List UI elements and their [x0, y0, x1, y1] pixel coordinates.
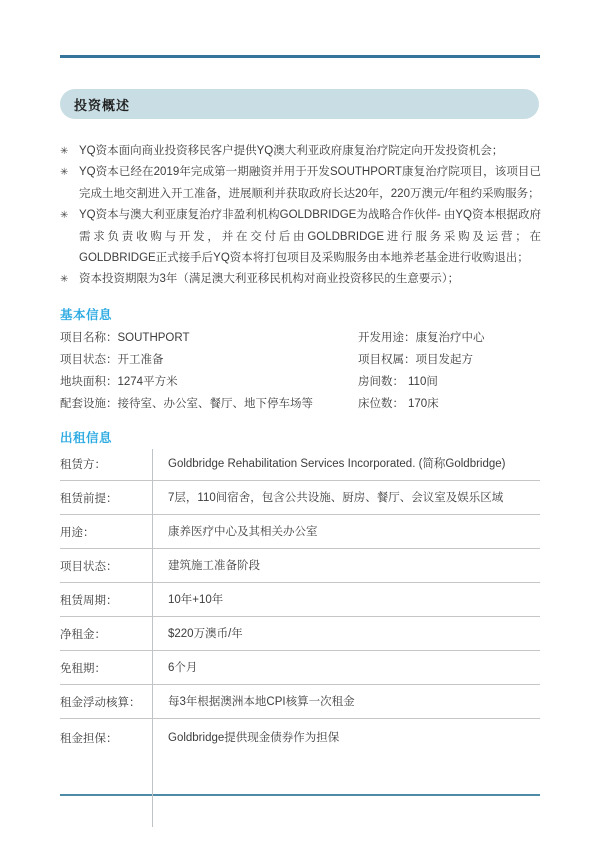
section-title-basic-info: 基本信息: [60, 308, 113, 322]
overview-title: 投资概述: [74, 97, 131, 113]
info-item: [60, 371, 350, 393]
table-row: [60, 583, 540, 617]
table-row-label: 项目状态：: [60, 560, 118, 573]
asterisk-bullet-icon: ✳: [60, 210, 69, 222]
table-row: [60, 549, 540, 583]
table-row: [60, 481, 540, 515]
table-row-value: 康养医疗中心及其相关办公室: [168, 525, 318, 538]
bullet-text: YQ资本已经在2019年完成第一期融资并用于开发SOUTHPORT康复治疗院项目，该项目已完成土地交割进入开工准备，进展顺利并获取政府长达20年，220万澳元/年租约采购服务；: [79, 166, 541, 200]
asterisk-bullet-icon: ✳: [60, 274, 69, 286]
info-value: 110间: [408, 376, 438, 388]
bullet-text: YQ资本面向商业投资移民客户提供YQ澳大利亚政府康复治疗院定向开发投资机会；: [79, 145, 504, 157]
table-row-value: Goldbridge Rehabilitation Services Incorporated. (简称Goldbridge): [168, 457, 506, 470]
info-label: 床位数：: [358, 398, 404, 410]
basic-info-left-column: [60, 327, 350, 415]
table-column-divider: [152, 449, 153, 827]
table-row-value: Goldbridge提供现金债券作为担保: [168, 732, 340, 744]
basic-info-right-column: [358, 327, 540, 415]
info-label: 项目状态：: [60, 354, 118, 366]
info-item: [358, 371, 540, 393]
table-row: [60, 617, 540, 651]
info-value: 项目发起方: [415, 354, 473, 366]
info-value: 康复治疗中心: [415, 332, 485, 344]
basic-info-grid: [60, 327, 540, 419]
table-row-value: 每3年根据澳洲本地CPI核算一次租金: [168, 695, 355, 708]
table-row-label: 租金浮动核算：: [60, 696, 141, 709]
info-item: [358, 327, 540, 349]
info-label: 开发用途：: [358, 332, 416, 344]
table-row-value: $220万澳币/年: [168, 627, 243, 640]
bullet-text: 资本投资期限为3年（满足澳大利亚移民机构对商业投资移民的生意要示）；: [79, 273, 460, 286]
bullet-list: [60, 141, 541, 291]
table-row: [60, 515, 540, 549]
info-label: 房间数：: [358, 376, 404, 388]
info-value: 1274平方米: [117, 376, 178, 388]
info-value: SOUTHPORT: [117, 332, 190, 344]
table-row-label: 用途：: [60, 526, 95, 539]
info-item: [60, 327, 350, 349]
bullet-item: [60, 141, 541, 162]
asterisk-bullet-icon: ✳: [60, 167, 69, 179]
info-item: [60, 393, 350, 415]
rental-info-table: [60, 447, 540, 796]
table-row: [60, 447, 540, 481]
table-row-label: 租金担保：: [60, 733, 118, 745]
table-row: [60, 719, 540, 794]
info-value: 开工准备: [117, 354, 164, 366]
table-row-value: 建筑施工准备阶段: [168, 559, 260, 572]
info-value: 170床: [408, 398, 439, 410]
bullet-item: [60, 205, 541, 269]
info-label: 项目名称：: [60, 332, 118, 344]
bullet-item: [60, 269, 541, 290]
asterisk-bullet-icon: ✳: [60, 146, 69, 157]
table-row-label: 免租期：: [60, 662, 106, 675]
info-label: 配套设施：: [60, 398, 118, 410]
info-item: [60, 349, 350, 371]
top-horizontal-rule: [60, 55, 540, 58]
info-label: 项目权属：: [358, 354, 416, 366]
info-item: [358, 349, 540, 371]
table-row-value: 10年+10年: [168, 593, 224, 606]
table-row-label: 租赁周期：: [60, 594, 118, 607]
table-row: [60, 685, 540, 719]
bullet-item: [60, 162, 541, 205]
info-item: [358, 393, 540, 415]
table-row-value: 6个月: [168, 661, 198, 674]
table-row-value: 7层，110间宿舍，包含公共设施、厨房、餐厅、会议室及娱乐区域: [168, 491, 504, 504]
info-value: 接待室、办公室、餐厅、地下停车场等: [117, 398, 313, 410]
table-row-label: 租赁方：: [60, 458, 106, 471]
section-title-rental-info: 出租信息: [60, 431, 113, 445]
overview-header-pill: [60, 89, 539, 119]
info-label: 地块面积：: [60, 376, 118, 388]
table-row-label: 租赁前提：: [60, 492, 118, 505]
table-row-label: 净租金：: [60, 628, 106, 641]
bullet-text: YQ资本与澳大利亚康复治疗非盈利机构GOLDBRIDGE为战略合作伙伴- 由YQ资本根据政府需求负责收购与开发，并在交付后由GOLDBRIDGE进行服务采购及运营；在GOLDBRIDGE正式接手后YQ资本将打包项目及采购服务由本地养老基金进行收购退出；: [79, 209, 541, 265]
table-row: [60, 651, 540, 685]
